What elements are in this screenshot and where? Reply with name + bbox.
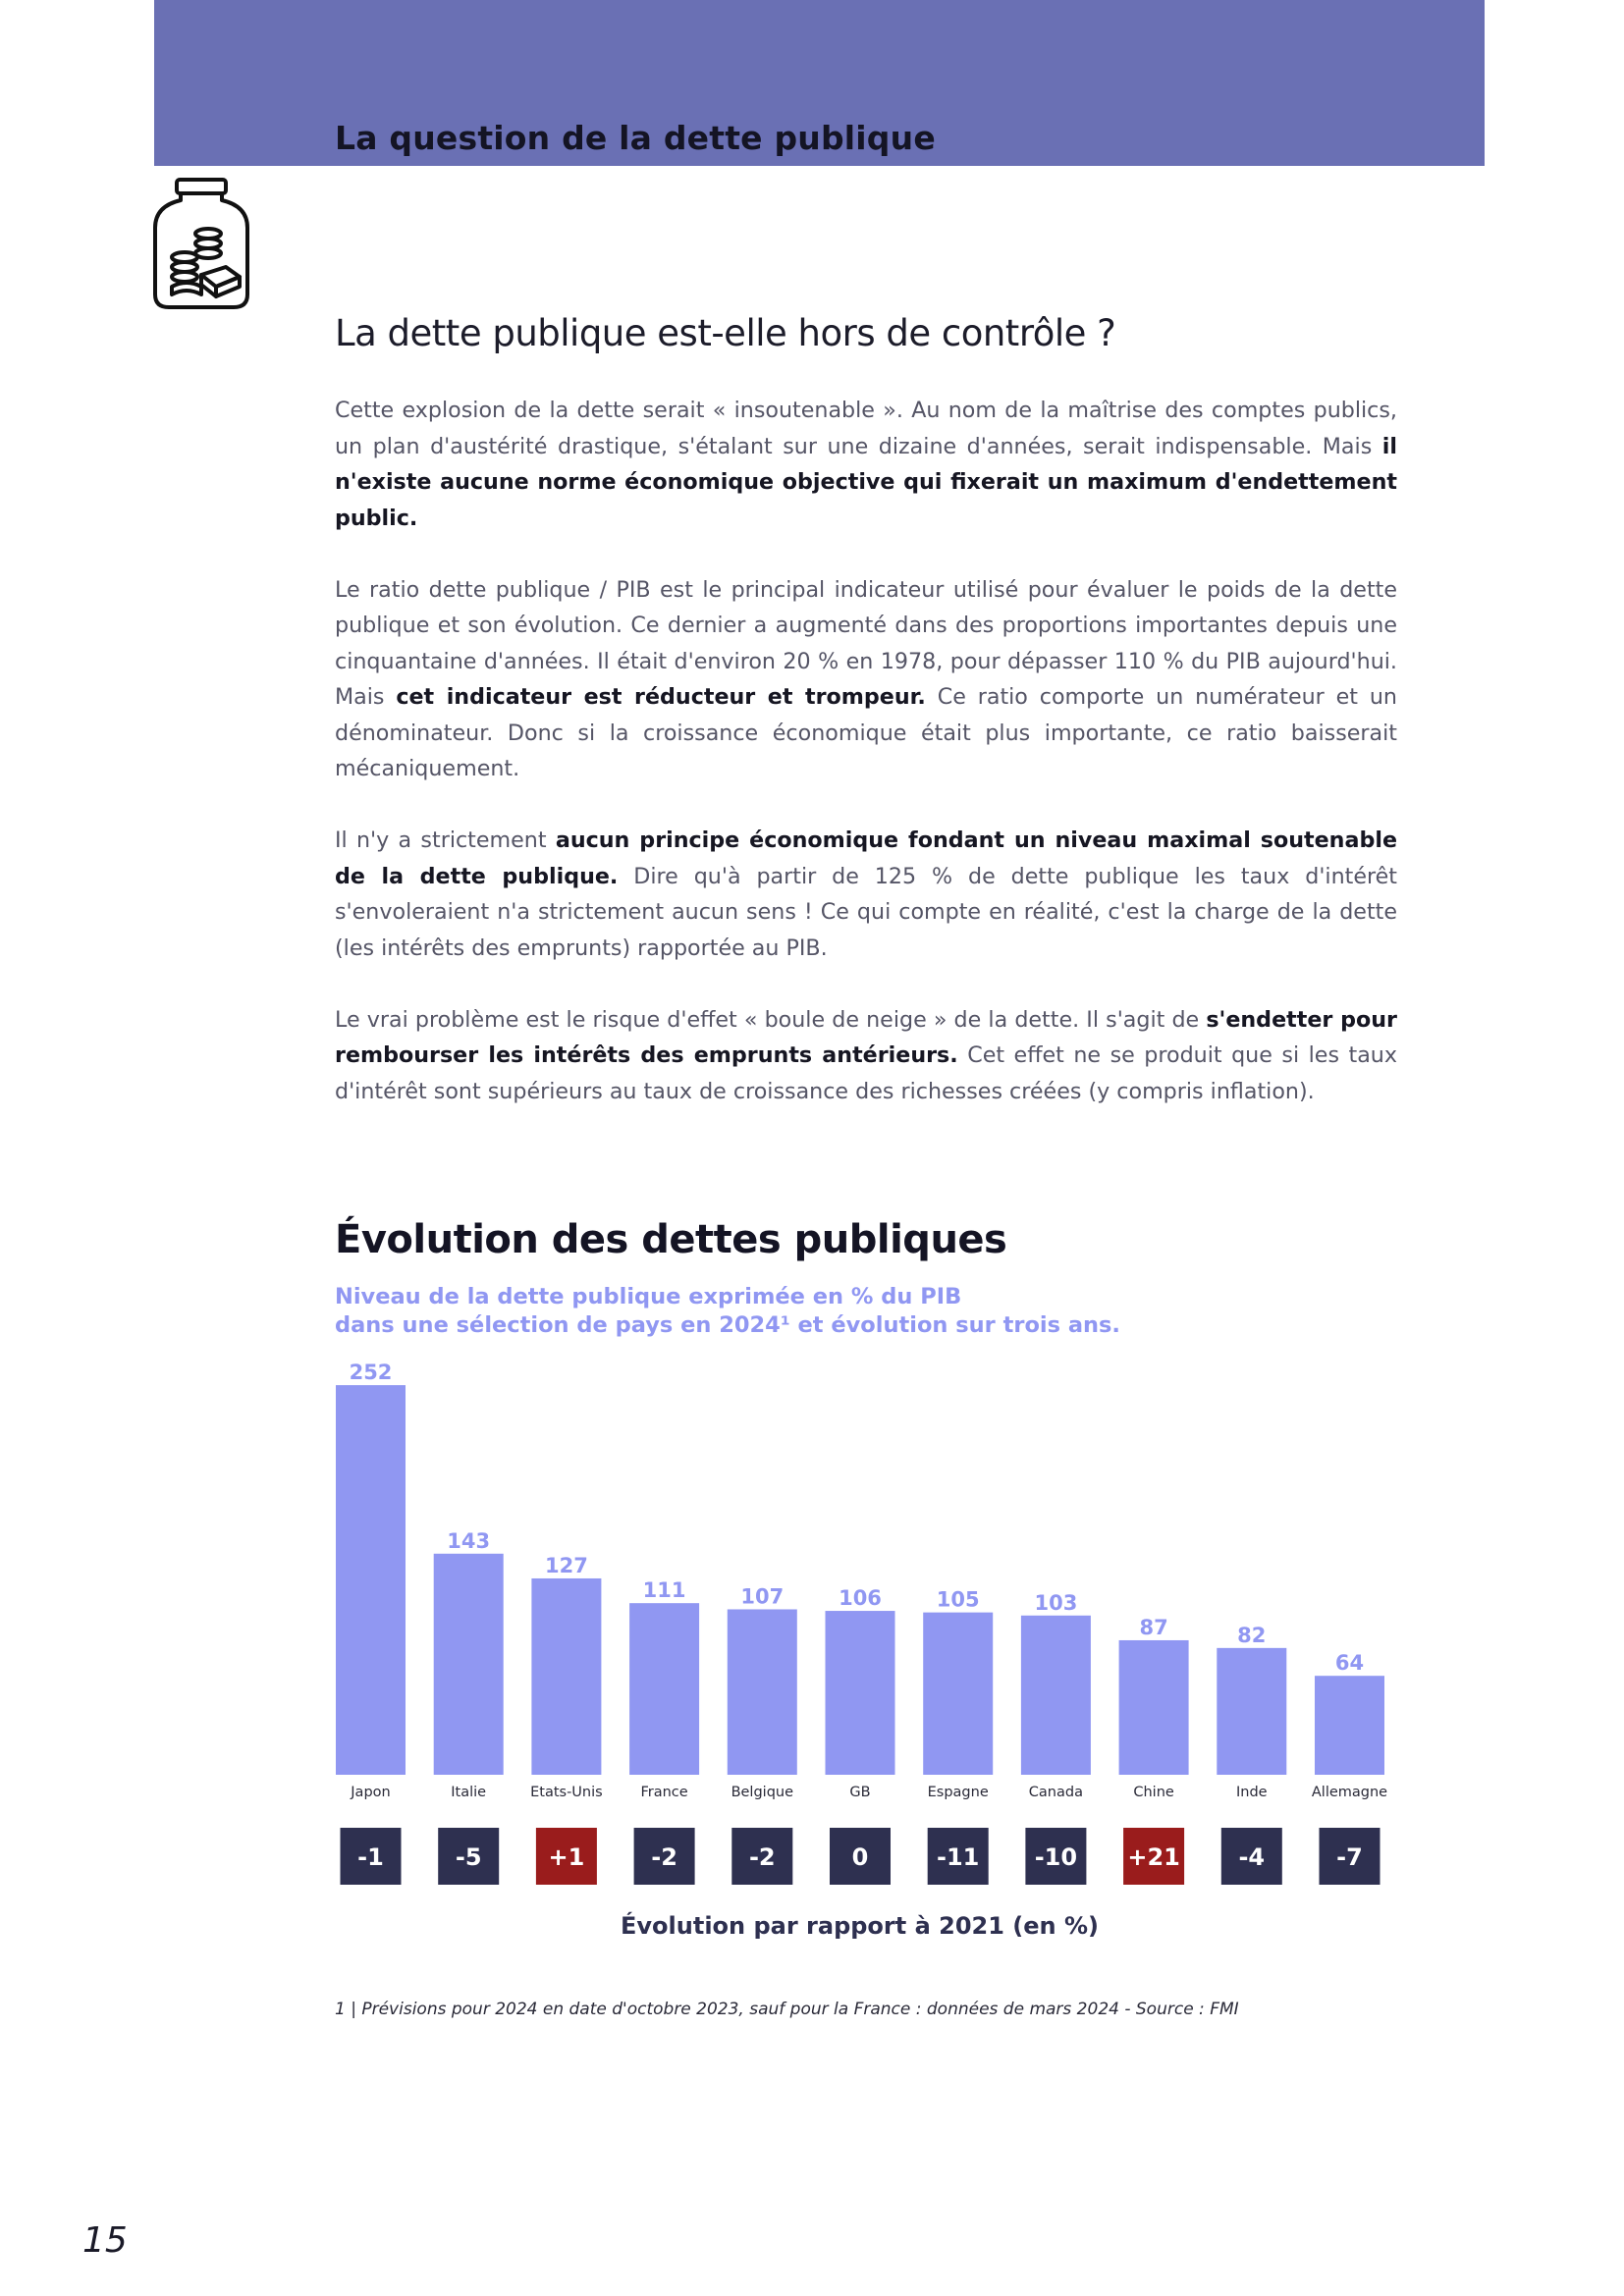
p4-text: Le vrai problème est le risque d'effet « boule de neige » de la dette. Il s'agit de	[335, 1006, 1207, 1033]
evolution-value: -7	[1336, 1843, 1363, 1871]
evolution-value: -1	[357, 1843, 384, 1871]
bar-value-label: 64	[1334, 1651, 1365, 1676]
chart-title: Évolution des dettes publiques	[335, 1217, 1007, 1262]
bar-value-label: 143	[447, 1528, 491, 1553]
evolution-value: -4	[1238, 1843, 1266, 1871]
p1-text: Cette explosion de la dette serait « insoutenable ». Au nom de la maîtrise des comptes publics, un plan d'austérité drastique, s'étalant sur une dizaine d'années, serait indispensable. Mais	[335, 398, 1397, 459]
page-number: 15	[82, 2220, 128, 2261]
category-label: Inde	[1236, 1785, 1268, 1800]
p4-bold: s'endetter pour rembourser les intérêts des emprunts antérieurs.	[335, 1006, 1397, 1068]
bar-value-label: 111	[642, 1578, 686, 1603]
evolution-value: -10	[1034, 1843, 1078, 1871]
p1-bold: il n'existe aucune norme économique objective qui fixerait un maximum d'endettement public.	[335, 433, 1397, 531]
category-label: Allemagne	[1311, 1785, 1388, 1800]
bar-value-label: 87	[1139, 1615, 1168, 1639]
bar-value-label: 252	[349, 1361, 393, 1385]
bar-value-label: 82	[1237, 1623, 1267, 1647]
bar-france	[629, 1603, 699, 1775]
category-label: Etats-Unis	[530, 1785, 603, 1800]
p4-text-end: Cet effet ne se produit que si les taux d'intérêt sont supérieurs au taux de croissance des richesses créées (y compris inflation).	[335, 1042, 1397, 1104]
evolution-value: -5	[455, 1843, 482, 1871]
evolution-value: 0	[851, 1843, 869, 1871]
category-label: Belgique	[731, 1785, 794, 1800]
bar-value-label: 106	[839, 1586, 882, 1611]
section-title: La question de la dette publique	[335, 119, 936, 157]
bar-japon	[336, 1385, 406, 1775]
chart-subtitle-line-1: Niveau de la dette publique exprimée en % du PIB	[335, 1284, 962, 1309]
evolution-value: -2	[748, 1843, 776, 1871]
category-label: Chine	[1133, 1785, 1174, 1800]
bar-gb	[826, 1611, 895, 1775]
bar-allemagne	[1315, 1676, 1384, 1775]
p2-bold: cet indicateur est réducteur et trompeur.	[396, 684, 926, 710]
p2-text-end: Ce ratio comporte un numérateur et un dénominateur. Donc si la croissance économique était plus importante, ce ratio baisserait mécaniquement.	[335, 684, 1397, 781]
p3-text-end: Dire qu'à partir de 125 % de dette publique les taux d'intérêt s'envoleraient n'a strictement aucun sens ! Ce qui compte en réalité, c'est la charge de la dette (les intérêts des emprunts) rapportée au PIB.	[335, 863, 1397, 961]
bar-inde	[1217, 1648, 1286, 1775]
bar-value-label: 105	[936, 1587, 980, 1612]
bar-chine	[1119, 1640, 1189, 1775]
bar-belgique	[728, 1609, 797, 1775]
p3-bold: aucun principe économique fondant un niveau maximal soutenable de la dette publique.	[335, 828, 1397, 889]
category-label: Canada	[1028, 1785, 1083, 1800]
evolution-caption: Évolution par rapport à 2021 (en %)	[621, 1912, 1099, 1940]
bar-value-label: 107	[740, 1584, 785, 1609]
bar-value-label: 127	[544, 1553, 588, 1577]
chart-subtitle-line-2: dans une sélection de pays en 2024¹ et évolution sur trois ans.	[335, 1312, 1120, 1338]
bar-canada	[1021, 1616, 1091, 1775]
evolution-value: -2	[651, 1843, 677, 1871]
bar-italie	[434, 1554, 504, 1775]
p3-text: Il n'y a strictement	[335, 828, 556, 853]
evolution-value: -11	[937, 1843, 980, 1871]
footnote: 1 | Prévisions pour 2024 en date d'octobre 2023, sauf pour la France : données de mars 2024 - Source : FMI	[335, 2000, 1239, 2019]
category-label: Espagne	[927, 1785, 989, 1800]
evolution-value: +1	[548, 1843, 585, 1871]
category-label: Italie	[451, 1785, 487, 1800]
p2-text: Le ratio dette publique / PIB est le principal indicateur utilisé pour évaluer le poids de la dette publique et son évolution. Ce dernier a augmenté dans des proportions importantes depuis une cinquantaine d'années. Il était d'environ 20 % en 1978, pour dépasser 110 % du PIB aujourd'hui. Mais	[335, 576, 1397, 710]
category-label: GB	[849, 1785, 871, 1800]
bar-value-label: 103	[1034, 1590, 1078, 1615]
bar-etats-unis	[531, 1578, 601, 1775]
category-label: France	[640, 1785, 688, 1800]
question-text: La dette publique est-elle hors de contrôle ?	[335, 312, 1116, 354]
bar-espagne	[923, 1613, 993, 1775]
article-question	[335, 312, 1115, 354]
category-label: Japon	[351, 1785, 391, 1800]
evolution-value: +21	[1127, 1843, 1180, 1871]
